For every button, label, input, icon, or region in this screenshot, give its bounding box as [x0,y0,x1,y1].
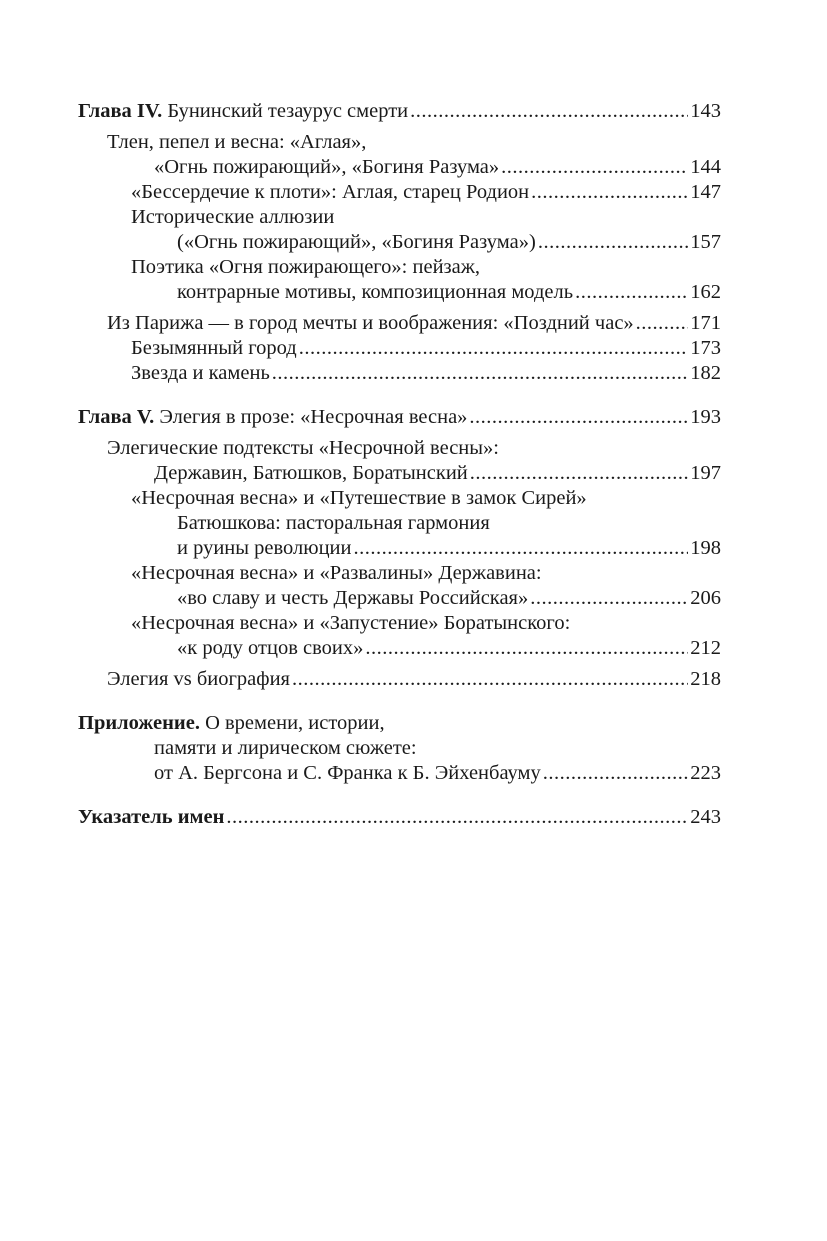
chapter-title: Бунинский тезаурус смерти [162,100,409,122]
toc-entry-chapter-5[interactable] [78,405,721,430]
entry-title: контрарные мотивы, композиционная модель [177,281,574,303]
entry-title: Из Парижа — в город мечты и воображения: «Поздний час» [107,312,634,334]
toc-entry-chapter-4[interactable] [78,99,721,124]
dot-leader [469,405,688,430]
page-number: 223 [690,762,721,784]
dot-leader [575,280,688,305]
dot-leader [410,99,688,124]
toc-entry-istoricheskie-allyuzii[interactable] [78,230,721,255]
page-number: 143 [690,100,721,122]
toc-entry-bessердечие[interactable] [78,180,721,205]
entry-title: Державин, Батюшков, Боратынский [154,462,468,484]
toc-entry-elegicheskie-podteksty[interactable] [78,461,721,486]
table-of-contents [78,99,721,830]
toc-entry-appendix[interactable] [78,761,721,786]
toc-entry-poetika[interactable] [78,280,721,305]
entry-title: и руины революции [177,537,352,559]
toc-entry-title: Тлен, пепел и весна: «Аглая», [107,131,367,153]
toc-entry-title: Элегические подтексты «Несрочной весны»: [107,437,499,459]
page-number: 157 [690,231,721,253]
page-number: 162 [690,281,721,303]
dot-leader [530,586,688,611]
entry-title: «к роду отцов своих» [177,637,364,659]
toc-entry-title: «Несрочная весна» и «Путешествие в замок Сирей» [131,487,587,509]
page-number: 197 [690,462,721,484]
toc-entry-title: «Несрочная весна» и «Развалины» Державина: [131,562,542,584]
appendix-label: Приложение. [78,712,200,734]
toc-entry-zapustenie[interactable] [78,636,721,661]
page-number: 173 [690,337,721,359]
toc-entry-tlen-pepel[interactable] [78,155,721,180]
page-number: 147 [690,181,721,203]
toc-entry-title: Исторические аллюзии [131,206,335,228]
index-label: Указатель имен [78,806,225,828]
toc-entry-title: «Несрочная весна» и «Запустение» Боратынского: [131,612,571,634]
dot-leader [470,461,688,486]
entry-title: «Огнь пожирающий», «Богиня Разума» [154,156,500,178]
dot-leader [272,361,688,386]
entry-title: «Бессердечие к плоти»: Аглая, старец Родион [131,181,530,203]
dot-leader [365,636,688,661]
chapter-label: Глава IV. [78,100,163,122]
toc-entry-title: памяти и лирическом сюжете: [154,737,417,759]
dot-leader [538,230,688,255]
toc-entry-puteshestvie[interactable] [78,536,721,561]
entry-title: Безымянный город [131,337,297,359]
page-number: 182 [690,362,721,384]
page-number: 218 [690,668,721,690]
entry-title: («Огнь пожирающий», «Богиня Разума») [177,231,536,253]
page-number: 206 [690,587,721,609]
toc-entry-elegiya-vs-biografiya[interactable] [78,667,721,692]
chapter-label: Глава V. [78,406,155,428]
entry-title: Элегия vs биография [107,668,290,690]
page-number: 171 [690,312,721,334]
toc-entry-index[interactable] [78,805,721,830]
entry-title: Звезда и камень [131,362,270,384]
dot-leader [636,311,689,336]
toc-entry-zvezda-i-kamen[interactable] [78,361,721,386]
dot-leader [543,761,689,786]
toc-entry-title: Поэтика «Огня пожирающего»: пейзаж, [131,256,481,278]
toc-entry-title: Батюшкова: пасторальная гармония [177,512,490,534]
dot-leader [501,155,688,180]
toc-entry-bezymyannyi-gorod[interactable] [78,336,721,361]
chapter-title: Элегия в прозе: «Несрочная весна» [154,406,468,428]
toc-entry-razvaliny[interactable] [78,586,721,611]
dot-leader [226,805,688,830]
dot-leader [531,180,688,205]
entry-title: от А. Бергсона и С. Франка к Б. Эйхенбауму [154,762,541,784]
page-number: 212 [690,637,721,659]
toc-entry-title: Приложение. О времени, истории, [78,712,385,734]
page-number: 243 [690,806,721,828]
page-number: 193 [690,406,721,428]
toc-entry-iz-parizha[interactable] [78,311,721,336]
page-number: 144 [690,156,721,178]
entry-title: «во славу и честь Державы Российская» [177,587,529,609]
page-number: 198 [690,537,721,559]
dot-leader [354,536,689,561]
dot-leader [292,667,688,692]
dot-leader [299,336,689,361]
